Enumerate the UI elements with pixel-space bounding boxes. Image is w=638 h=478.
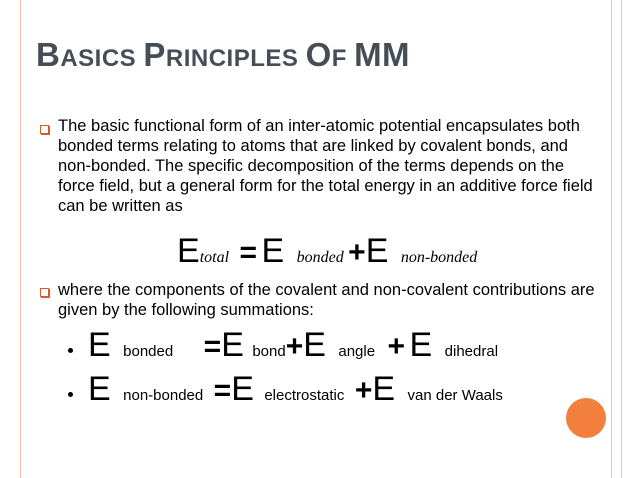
plus-sign: + <box>348 236 366 269</box>
plus-sign: + <box>387 330 406 363</box>
round-bullet-icon <box>68 348 73 353</box>
subscript-bond: bond <box>252 343 286 360</box>
energy-symbol: E <box>303 326 326 364</box>
plus-sign: + <box>354 374 373 407</box>
energy-symbol: E <box>231 370 254 408</box>
left-frame-border <box>0 0 21 478</box>
energy-symbol: E <box>365 232 389 270</box>
equals-sign: = <box>239 236 258 269</box>
non-bonded-energy-equation <box>88 370 503 409</box>
subscript-van-der-waals: van der Waals <box>407 387 503 404</box>
energy-symbol: E <box>177 232 200 270</box>
equals-sign: = <box>203 330 222 363</box>
energy-symbol: E <box>261 232 285 270</box>
energy-symbol: E <box>409 326 433 364</box>
energy-symbol: E <box>88 326 111 364</box>
round-bullet-icon <box>68 392 73 397</box>
subscript-angle: angle <box>338 343 376 360</box>
energy-symbol: E <box>372 370 396 408</box>
bonded-energy-equation <box>88 326 498 365</box>
square-bullet-icon <box>40 288 49 297</box>
right-frame-line-outer <box>621 0 622 478</box>
energy-symbol: E <box>88 370 111 408</box>
equals-sign: = <box>213 374 232 407</box>
subscript-total: total <box>199 249 230 266</box>
subscript-bonded: bonded <box>123 343 174 360</box>
subscript-bonded: bonded <box>296 249 344 266</box>
subscript-electrostatic: electrostatic <box>264 387 345 404</box>
square-bullet-icon <box>40 125 49 134</box>
decorative-orange-circle <box>566 398 606 438</box>
bullet-text-2: where the components of the covalent and non-covalent contributions are given by the following summations: <box>58 281 595 319</box>
total-energy-equation <box>177 232 477 271</box>
subscript-non-bonded: non-bonded <box>123 387 204 404</box>
plus-sign: + <box>285 330 304 363</box>
bullet-text-1: The basic functional form of an inter-atomic potential encapsulates both bonded terms relating to atoms that are linked by covalent bonds, and non-bonded. The specific decomposition of the terms depends on the force field, but a general form for the total energy in an additive force field can be written as <box>58 117 593 215</box>
energy-symbol: E <box>221 326 244 364</box>
slide-title: BASICS PRINCIPLES OF MM <box>36 36 411 73</box>
right-frame-line <box>611 0 612 478</box>
subscript-non-bonded: non-bonded <box>400 249 478 266</box>
subscript-dihedral: dihedral <box>444 343 499 360</box>
